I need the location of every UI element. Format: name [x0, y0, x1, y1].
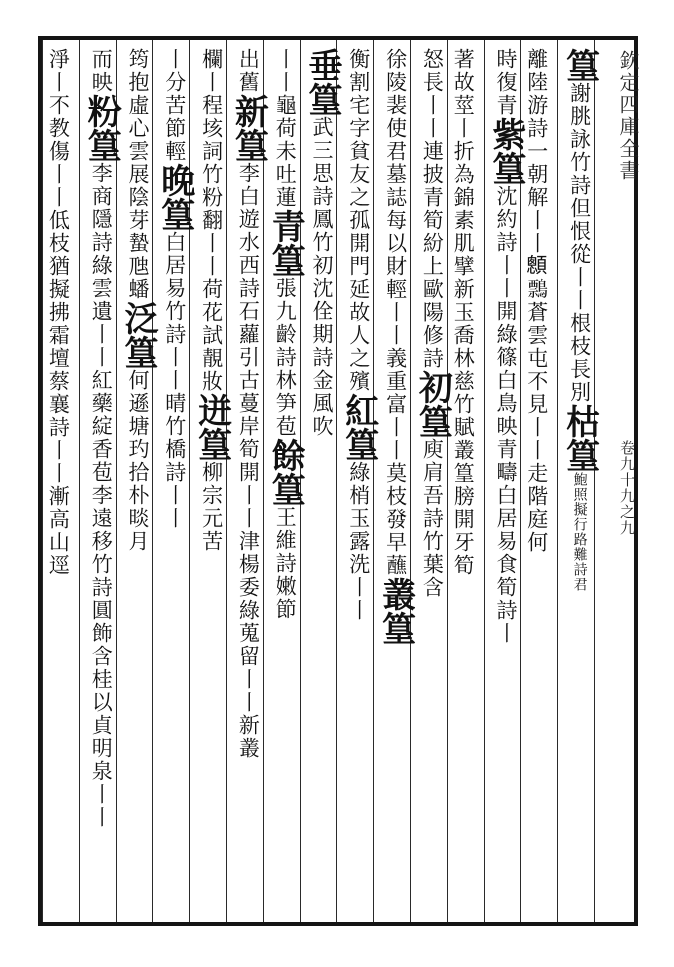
text-column: [412, 48, 453, 599]
text-segment: 丨丨津楊委綠蒐: [236, 484, 261, 645]
text-segment: 柳宗元苦: [199, 461, 224, 553]
text-column: [118, 48, 158, 553]
text-segment: 怒長丨丨連披青筍紛上歐陽修詩: [420, 48, 445, 370]
heading-character: 初: [412, 370, 453, 404]
text-segment: 而映: [89, 48, 114, 94]
column-rule: [79, 40, 80, 922]
heading-character: 篁: [486, 151, 526, 185]
text-segment: 李商隱詩綠雲遺丨丨紅藥綻香苞李遠移竹詩圓飾: [89, 162, 114, 645]
heading-character: 紫: [486, 117, 526, 151]
heading-character: 篁: [559, 438, 600, 472]
text-column: [46, 48, 71, 577]
text-segment: 武三思詩鳳竹初: [310, 116, 334, 277]
heading-character: 新: [228, 94, 269, 128]
text-segment: 時復青: [494, 48, 518, 117]
text-segment: 著故莖: [451, 48, 476, 117]
text-segment: 王維詩嫩節: [273, 506, 298, 621]
text-column: [559, 48, 600, 592]
column-rule: [42, 40, 43, 922]
heading-character: 垂: [302, 48, 342, 82]
text-segment: 李白遊水西詩石蘿引古蔓岸筍開: [236, 162, 261, 484]
heading-character: 篁: [338, 427, 379, 461]
text-segment: 張九齡詩林笋苞: [273, 277, 298, 438]
heading-character: 篁: [118, 335, 158, 369]
text-column: [154, 48, 195, 530]
text-segment: 筠抱虛心: [126, 48, 150, 140]
text-segment: 沈約詩丨丨開綠篠白鳥映青疇白居易食筍詩丨: [494, 185, 518, 645]
text-segment: 沈佺期詩金風吹: [310, 277, 334, 438]
heading-character: 篁: [375, 611, 416, 645]
heading-character: 篁: [265, 472, 306, 506]
heading-character: 青: [265, 209, 306, 243]
text-column: [191, 48, 232, 553]
text-column: [375, 48, 416, 645]
heading-character: 篁: [302, 82, 342, 116]
text-segment: 丨不教傷丨丨低枝猶擬拂霜壇蔡襄詩丨丨漸高山逕: [46, 71, 71, 577]
heading-character: 泛: [118, 301, 158, 335]
text-segment: 白居易竹詩丨丨晴: [162, 231, 187, 415]
text-column: [451, 48, 476, 577]
text-segment: 丨折為錦素肌擘新玉喬林慈竹賦叢篁膀開牙筍: [451, 117, 476, 577]
column-rule: [484, 40, 485, 922]
volume-number-margin: 卷九十九之九: [618, 440, 636, 536]
text-segment: 庾肩吾詩竹葉含: [420, 438, 445, 599]
text-segment: 不見丨丨走階庭何: [524, 370, 549, 554]
heading-character: 枯: [559, 404, 600, 438]
heading-character: 晚: [154, 163, 195, 197]
text-segment: 丨程垓詞竹粉翻丨丨荷花試靚妝: [199, 71, 224, 393]
text-segment: 徐陵裴使君墓誌每以財輕丨丨義重富: [383, 48, 408, 416]
text-column: [526, 48, 547, 554]
text-column: [228, 48, 269, 760]
heading-character: 篁: [265, 243, 306, 277]
text-segment: 竹橋詩丨丨: [162, 415, 187, 530]
text-segment: 何遜塘玓拾朴晱月: [126, 369, 150, 553]
heading-character: 篁: [81, 128, 122, 162]
text-segment: 出舊: [236, 48, 261, 94]
book-page: [38, 36, 638, 926]
text-column: [302, 48, 342, 438]
text-segment: 留丨丨新叢: [236, 645, 261, 760]
text-segment: 鮑照擬行路難詩君: [571, 472, 588, 592]
heading-character: 餘: [265, 438, 306, 472]
text-segment: 綠梢玉露洗丨丨: [346, 461, 371, 622]
heading-character: 粉: [81, 94, 122, 128]
heading-character: 篁: [559, 48, 600, 82]
heading-character: 篁: [412, 404, 453, 438]
text-segment: 雲展陰芽蟄虺蟠: [126, 140, 150, 301]
book-title-margin: 欽定四庫全書: [616, 50, 640, 182]
heading-character: 叢: [375, 577, 416, 611]
column-rule: [557, 40, 558, 922]
text-segment: 丨分苦節輕: [162, 48, 187, 163]
heading-character: 紅: [338, 393, 379, 427]
text-segment: 含桂以貞明泉丨丨: [89, 645, 114, 829]
text-column: [486, 48, 526, 645]
heading-character: 篁: [191, 427, 232, 461]
text-segment: 欄: [199, 48, 224, 71]
text-segment: 離陸游詩一朝解丨丨𩕄𪅃蒼雲屯: [524, 48, 549, 370]
heading-character: 篁: [154, 197, 195, 231]
text-column: [338, 48, 379, 622]
text-segment: 淨: [46, 48, 71, 71]
text-segment: 謝朓詠竹詩但恨從丨丨根枝長別: [567, 82, 592, 404]
text-segment: 衡割宅字貧友之孤開門延故人之殯: [346, 48, 371, 393]
heading-character: 篁: [228, 128, 269, 162]
heading-character: 迸: [191, 393, 232, 427]
text-column: [265, 48, 306, 621]
text-column: [81, 48, 122, 829]
text-segment: 丨丨龜荷未吐蓮: [273, 48, 298, 209]
text-segment: 丨丨莫枝發早蘸: [383, 416, 408, 577]
